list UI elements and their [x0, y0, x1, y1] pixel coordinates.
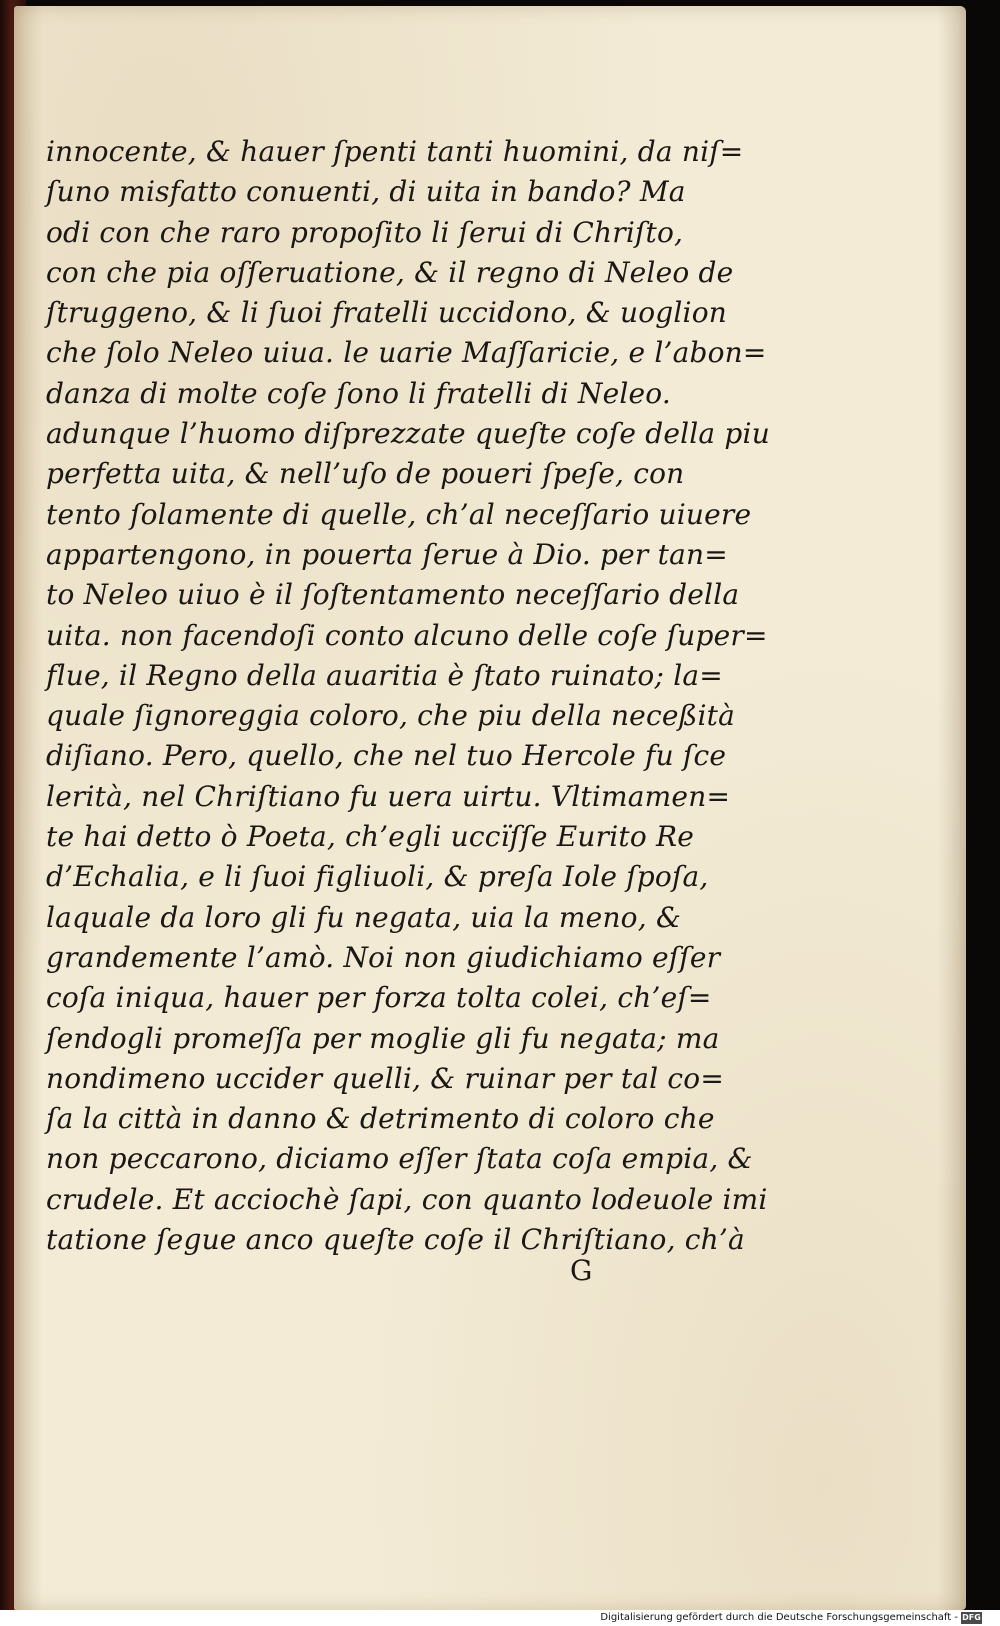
text-line: ſa la città in danno & detrimento di coloro che: [46, 1102, 715, 1136]
text-line: laquale da loro gli fu negata, uia la meno, &: [46, 900, 682, 934]
text-line: appartengono, in pouerta ſerue à Dio. per tan=: [46, 537, 728, 571]
dfg-logo: DFG: [962, 1613, 981, 1622]
text-line: perfetta uita, & nell’uſo de poueri ſpeſe, con: [46, 457, 685, 491]
text-line: te hai detto ò Poeta, ch’egli uccïſſe Eurito Re: [46, 820, 695, 854]
book-page: [14, 6, 966, 1610]
text-line: grandemente l’amò. Noi non giudichiamo eſſer: [46, 940, 721, 974]
text-line: quale ſignoreggia coloro, che piu della neceßità: [46, 699, 736, 733]
text-line: lerità, nel Chriſtiano fu uera uirtu. Vltimamen=: [46, 779, 731, 813]
text-line: diſiano. Pero, quello, che nel tuo Hercole fu ſce: [46, 739, 727, 773]
text-line: ſendogli promeſſa per moglie gli fu negata; ma: [46, 1021, 720, 1055]
text-line: nondimeno uccider quelli, & ruinar per tal co=: [46, 1061, 725, 1095]
text-line: ſtruggeno, & li ſuoi fratelli uccidono, & uoglion: [46, 296, 727, 330]
text-line: che ſolo Neleo uiua. le uarie Maſſaricie, e l’abon=: [46, 336, 767, 370]
text-line: d’Echalia, e li ſuoi figliuoli, & preſa Iole ſpoſa,: [46, 860, 709, 894]
text-line: coſa iniqua, hauer per forza tolta colei, ch’eſ=: [46, 981, 712, 1015]
footer-credit: Digitalisierung gefördert durch die Deutsche Forschungsgemeinschaft -: [600, 1612, 958, 1623]
text-line: con che pia oſſeruatione, & il regno di Neleo de: [46, 255, 734, 289]
text-line: flue, il Regno della auaritia è ſtato ruinato; la=: [46, 658, 723, 692]
text-line: non peccarono, diciamo eſſer ſtata coſa empia, &: [46, 1142, 753, 1176]
text-line: adunque l’huomo diſprezzate queſte coſe della piu: [46, 417, 770, 451]
signature-mark: G: [570, 1254, 593, 1287]
text-line: odi con che raro propoſito li ſerui di Chriſto,: [46, 215, 684, 249]
text-line: uita. non facendoſi conto alcuno delle coſe ſuper=: [46, 618, 768, 652]
text-line: crudele. Et acciochè ſapi, con quanto lodeuole imi: [46, 1182, 768, 1216]
page-text: [46, 132, 770, 1260]
text-line: tento ſolamente di quelle, ch’al neceſſario uiuere: [46, 497, 752, 531]
text-line: innocente, & hauer ſpenti tanti huomini, da niſ=: [46, 135, 744, 168]
text-line: to Neleo uiuo è il ſoſtentamento neceſſario della: [46, 578, 740, 612]
text-line: tatione ſegue anco queſte coſe il Chriſtiano, ch’à: [46, 1223, 745, 1257]
text-line: danza di molte coſe ſono li fratelli di Neleo.: [46, 376, 671, 410]
text-line: ſuno misfatto conuenti, di uita in bando? Ma: [46, 175, 686, 209]
